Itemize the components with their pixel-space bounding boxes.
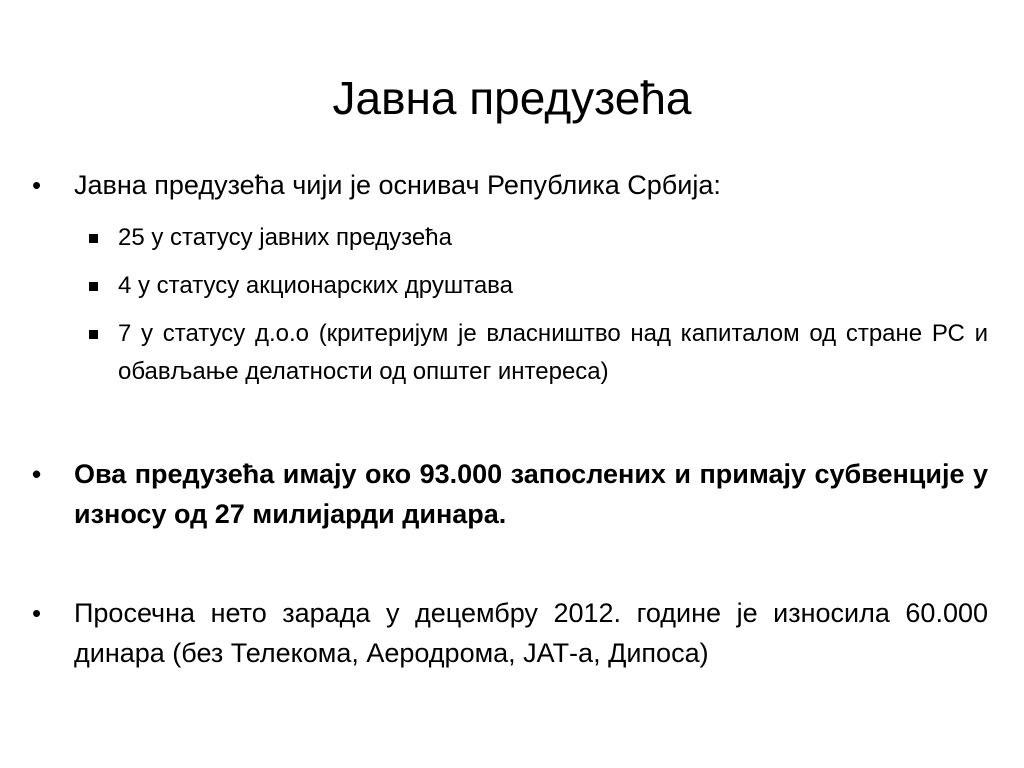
slide-title: Јавна предузећа — [332, 72, 692, 124]
bullet-dot-icon: • — [32, 598, 42, 628]
square-bullet-icon — [89, 234, 98, 243]
bullet-text: Јавна предузећа чији је оснивач Република Србија: — [74, 170, 721, 200]
sub-item-joint-stock — [118, 267, 988, 305]
bullet-item-founder — [32, 165, 988, 205]
sub-item-llc — [118, 315, 988, 391]
bullet-item-salary — [32, 593, 988, 673]
sub-item-text: 25 у статусу јавних предузећа — [118, 224, 452, 251]
bullet-text: Просечна нето зарада у децембру 2012. године је износила 60.000 динара (без Телекома, Аеродрома, ЈАТ-а, Дипоса) — [74, 598, 988, 668]
square-bullet-icon — [89, 282, 98, 291]
bullet-item-employees — [32, 454, 988, 534]
bullet-dot-icon: • — [32, 459, 42, 489]
bullet-dot-icon: • — [32, 170, 42, 200]
square-bullet-icon — [89, 330, 98, 339]
sub-item-text: 4 у статусу акционарских друштава — [118, 272, 513, 299]
sub-item-text: 7 у статусу д.о.о (критеријум је власништво над капиталом од стране РС и обављање делатности од општег интереса) — [118, 320, 988, 385]
sub-item-public-enterprises — [118, 219, 988, 257]
bullet-text: Ова предузећа имају око 93.000 запослених и примају субвенције у износу од 27 милијарди динара. — [74, 459, 988, 529]
